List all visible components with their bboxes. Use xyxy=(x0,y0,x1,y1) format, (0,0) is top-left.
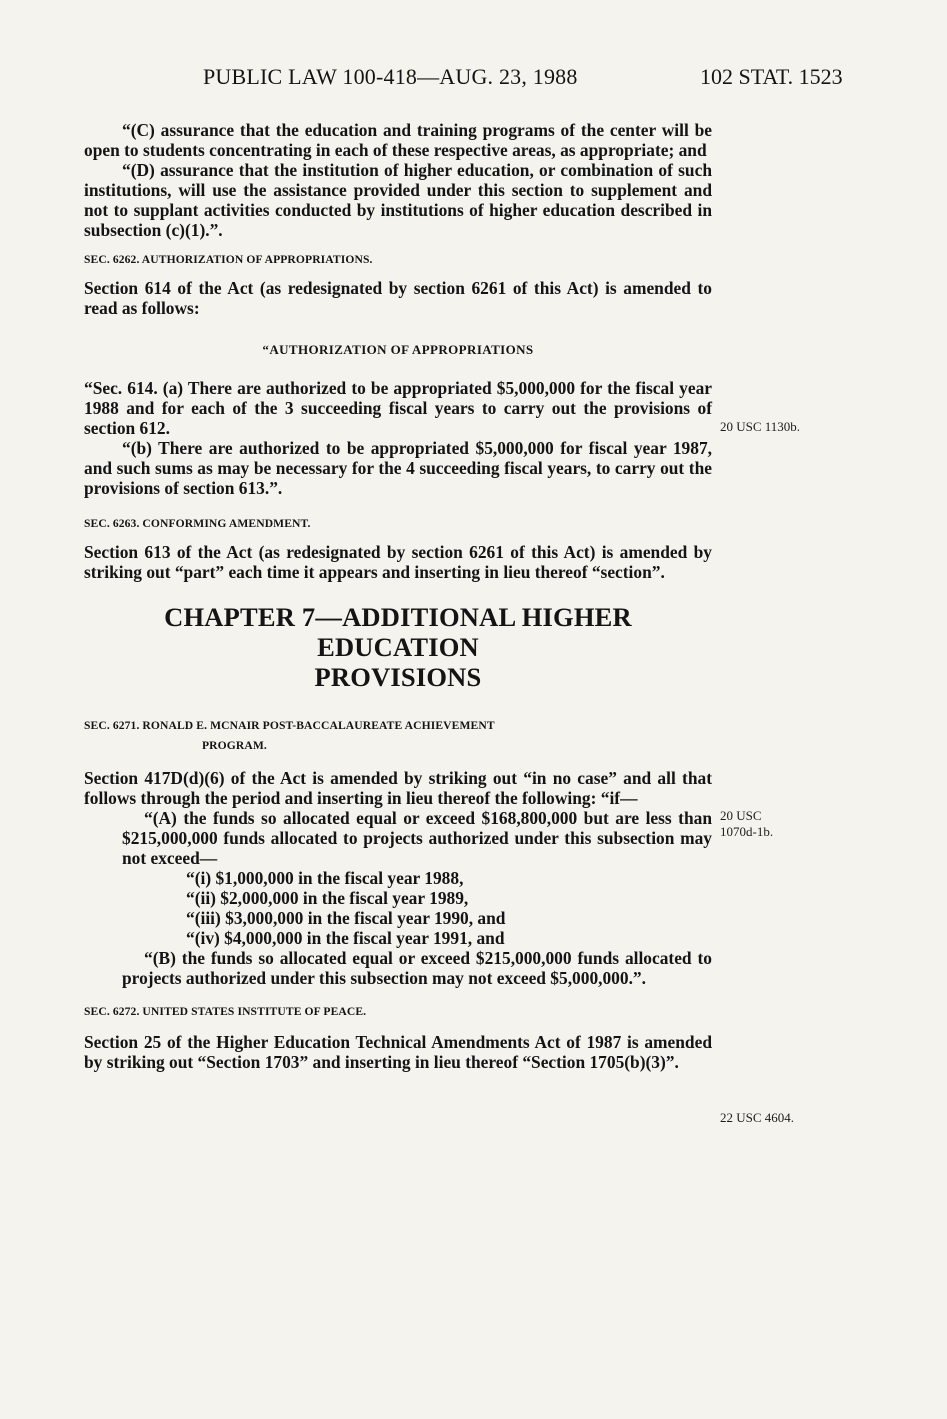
running-head-title: PUBLIC LAW 100-418—AUG. 23, 1988 xyxy=(203,64,578,89)
paragraph-d-assurance xyxy=(84,160,712,240)
item-b xyxy=(84,948,712,988)
section-6263-text xyxy=(84,542,712,582)
section-6272-heading: SEC. 6272. UNITED STATES INSTITUTE OF PEACE. xyxy=(84,1005,367,1018)
item-iv: “(iv) $4,000,000 in the fiscal year 1991, and xyxy=(186,928,505,948)
section-6262-heading: SEC. 6262. AUTHORIZATION OF APPROPRIATIONS. xyxy=(84,253,373,266)
chapter-title-line2: PROVISIONS xyxy=(314,662,482,692)
section-6262-text xyxy=(84,278,712,318)
chapter-title-line1: CHAPTER 7—ADDITIONAL HIGHER EDUCATION xyxy=(164,602,632,662)
page-header xyxy=(0,64,947,94)
paragraph-d-text: “(D) assurance that the institution of higher education, or combination of such institutions, will use the assistance provided under this section to supplement and not to supplant activities conducted by institutions of higher education described in subsection (c)(1).”. xyxy=(84,160,712,240)
section-614b xyxy=(84,438,712,498)
margin-note-20usc-line2: 1070d-1b. xyxy=(720,824,774,839)
section-6263-body: Section 613 of the Act (as redesignated by section 6261 of this Act) is amended by striking out “part” each time it appears and inserting in lieu thereof “section”. xyxy=(84,542,712,582)
section-6263-heading: SEC. 6263. CONFORMING AMENDMENT. xyxy=(84,517,311,530)
margin-note-20usc1130b: 20 USC 1130b. xyxy=(720,419,801,434)
section-6271-heading-line1: SEC. 6271. RONALD E. MCNAIR POST-BACCALAUREATE ACHIEVEMENT xyxy=(84,719,495,732)
section-614a-text: “Sec. 614. (a) There are authorized to be appropriated $5,000,000 for the fiscal year 1988 and for each of the 3 succeeding fiscal years to carry out the provisions of section 612. xyxy=(84,378,712,438)
section-614a xyxy=(84,378,712,438)
section-6271-heading-line2: PROGRAM. xyxy=(202,739,267,752)
item-a xyxy=(84,808,712,868)
section-6272-body: Section 25 of the Higher Education Technical Amendments Act of 1987 is amended by striking out “Section 1703” and inserting in lieu thereof “Section 1705(b)(3)”. xyxy=(84,1032,712,1072)
section-6262-body: Section 614 of the Act (as redesignated by section 6261 of this Act) is amended to read as follows: xyxy=(84,278,712,318)
document-body xyxy=(84,120,712,1072)
page-stat-number: 102 STAT. 1523 xyxy=(700,64,843,89)
item-a-text: “(A) the funds so allocated equal or exceed $168,800,000 but are less than $215,000,000 funds allocated to projects authorized under this subsection may not exceed— xyxy=(122,808,712,868)
margin-note-22usc4604: 22 USC 4604. xyxy=(720,1110,795,1125)
item-i: “(i) $1,000,000 in the fiscal year 1988, xyxy=(186,868,464,888)
item-b-text: “(B) the funds so allocated equal or exceed $215,000,000 funds allocated to projects authorized under this subsection may not exceed $5,000,000.”. xyxy=(122,948,712,988)
paragraph-c-text: “(C) assurance that the education and training programs of the center will be open to students concentrating in each of these respective areas, as appropriate; and xyxy=(84,120,712,160)
item-iii: “(iii) $3,000,000 in the fiscal year 1990, and xyxy=(186,908,506,928)
section-6272-text xyxy=(84,1032,712,1072)
authorization-title: “AUTHORIZATION OF APPROPRIATIONS xyxy=(262,342,534,357)
item-ii: “(ii) $2,000,000 in the fiscal year 1989, xyxy=(186,888,469,908)
paragraph-c-assurance xyxy=(84,120,712,160)
section-6271-body: Section 417D(d)(6) of the Act is amended by striking out “in no case” and all that follows through the period and inserting in lieu thereof the following: “if— xyxy=(84,768,712,808)
section-6271-text xyxy=(84,768,712,808)
section-614b-text: “(b) There are authorized to be appropriated $5,000,000 for fiscal year 1987, and such sums as may be necessary for the 4 succeeding fiscal years, to carry out the provisions of section 613.”. xyxy=(84,438,712,498)
margin-note-20usc-line1: 20 USC xyxy=(720,808,762,823)
